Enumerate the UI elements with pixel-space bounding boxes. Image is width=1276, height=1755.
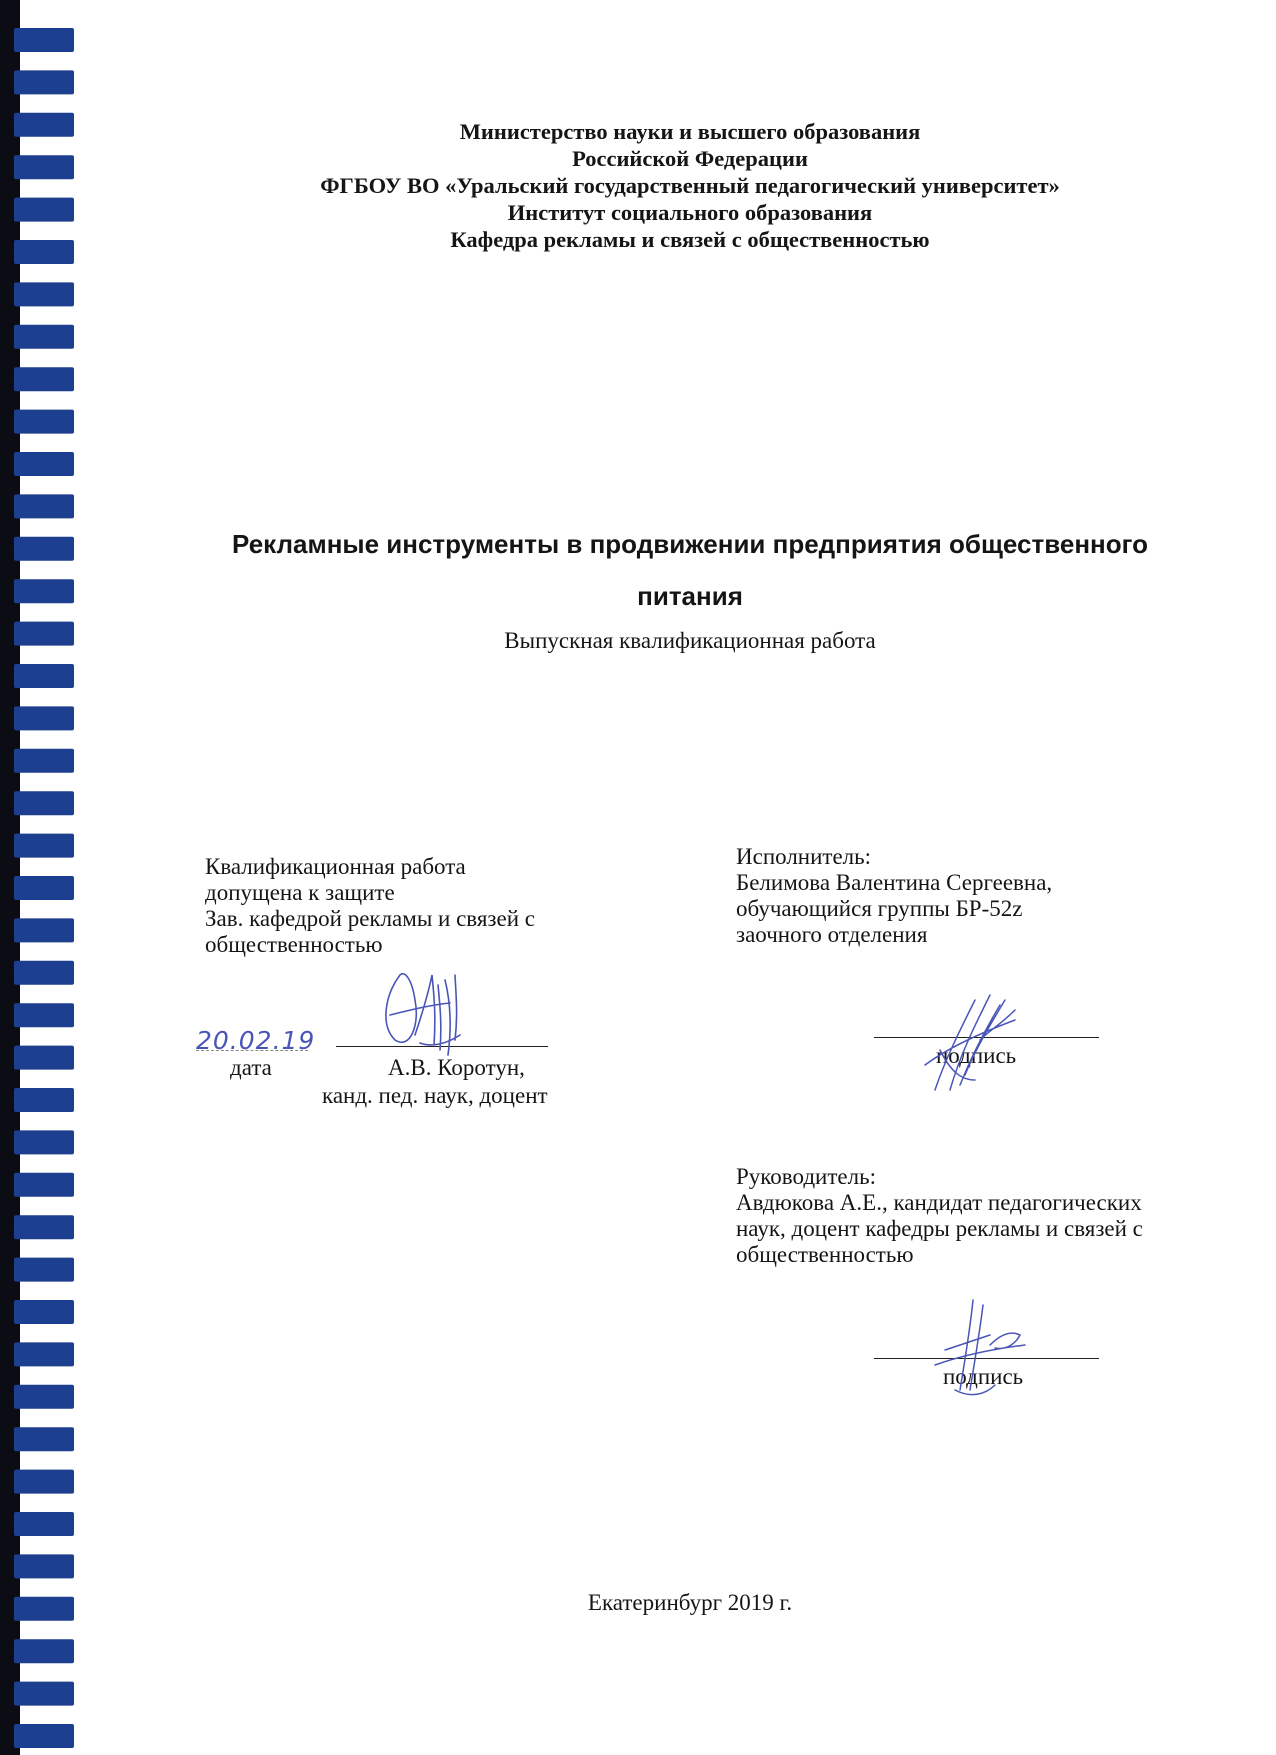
- header-country: Российской Федерации: [572, 146, 808, 171]
- performer-signature: [905, 980, 1035, 1105]
- binding-tooth: [14, 325, 74, 349]
- binding-tooth: [14, 1258, 74, 1282]
- binding-tooth: [14, 198, 74, 222]
- binding-tooth: [14, 791, 74, 815]
- binding-tooth: [14, 410, 74, 434]
- binding-tooth: [14, 113, 74, 137]
- handwritten-date: 20.02.19: [196, 1026, 316, 1055]
- supervisor-signature: [915, 1290, 1055, 1410]
- binding-tooth: [14, 1597, 74, 1621]
- approval-line-2: допущена к защите: [205, 880, 395, 905]
- supervisor-block: [736, 1164, 1143, 1268]
- binding-tooth: [14, 70, 74, 94]
- city-year: Екатеринбург 2019 г.: [587, 1590, 793, 1615]
- performer-block: [736, 844, 1052, 948]
- binding-tooth: [14, 1554, 74, 1578]
- binding-tooth: [14, 664, 74, 688]
- binding-tooth: [14, 1639, 74, 1663]
- binding-tooth: [14, 1003, 74, 1027]
- binding-tooth: [14, 1173, 74, 1197]
- binding-tooth: [14, 1682, 74, 1706]
- approval-line-3: Зав. кафедрой рекламы и связей с: [205, 906, 535, 931]
- binding-tooth: [14, 28, 74, 52]
- binding-tooth: [14, 1215, 74, 1239]
- binding-tooth: [14, 367, 74, 391]
- binding-tooth: [14, 1130, 74, 1154]
- binding-tooth: [14, 1342, 74, 1366]
- date-line: [196, 1050, 308, 1051]
- performer-heading: Исполнитель:: [736, 844, 872, 869]
- header-institute: Институт социального образования: [507, 200, 873, 225]
- head-signer-name: А.В. Коротун,: [388, 1055, 525, 1080]
- binding-tooth: [14, 579, 74, 603]
- performer-group: обучающийся группы БР-52z: [736, 896, 1023, 921]
- head-signature: [360, 955, 480, 1065]
- binding-tooth: [14, 1724, 74, 1748]
- performer-department: заочного отделения: [736, 922, 928, 947]
- head-signer-degree: канд. пед. наук, доцент: [322, 1083, 548, 1108]
- thesis-title: [150, 518, 1230, 622]
- binding-tooth: [14, 1470, 74, 1494]
- binding-tooth: [14, 537, 74, 561]
- binding-tooth: [14, 155, 74, 179]
- supervisor-line-3: общественностью: [736, 1242, 914, 1267]
- binding-tooth: [14, 1512, 74, 1536]
- binding-comb: [0, 0, 90, 1755]
- header-department: Кафедра рекламы и связей с общественностью: [450, 227, 930, 252]
- work-type: Выпускная квалификационная работа: [504, 628, 876, 653]
- performer-name: Белимова Валентина Сергеевна,: [736, 870, 1053, 895]
- binding-tooth: [14, 494, 74, 518]
- supervisor-line-2: наук, доцент кафедры рекламы и связей с: [736, 1216, 1143, 1241]
- binding-tooth: [14, 240, 74, 264]
- supervisor-heading: Руководитель:: [736, 1164, 876, 1189]
- binding-tooth: [14, 1046, 74, 1070]
- approval-line-4: общественностью: [205, 932, 383, 957]
- date-caption: дата: [230, 1055, 272, 1080]
- binding-tooth: [14, 834, 74, 858]
- binding-tooth: [14, 1300, 74, 1324]
- approval-line-1: Квалификационная работа: [205, 854, 466, 879]
- binding-tooth: [14, 876, 74, 900]
- title-line-1: Рекламные инструменты в продвижении предприятия общественного: [232, 529, 1148, 559]
- binding-tooth: [14, 1088, 74, 1112]
- binding-teeth: [0, 0, 90, 1755]
- supervisor-line-1: Авдюкова А.Е., кандидат педагогических: [736, 1190, 1142, 1215]
- binding-tooth: [14, 706, 74, 730]
- institution-header: [150, 118, 1230, 253]
- supervisor-sign-caption: подпись: [943, 1364, 1024, 1389]
- binding-tooth: [14, 282, 74, 306]
- performer-sign-caption: подпись: [936, 1043, 1017, 1068]
- binding-tooth: [14, 1427, 74, 1451]
- binding-tooth: [14, 961, 74, 985]
- binding-tooth: [14, 918, 74, 942]
- approval-block: [205, 854, 535, 958]
- title-line-2: питания: [637, 581, 743, 611]
- binding-tooth: [14, 1385, 74, 1409]
- header-university: ФГБОУ ВО «Уральский государственный педагогический университет»: [320, 173, 1060, 198]
- binding-tooth: [14, 749, 74, 773]
- binding-tooth: [14, 622, 74, 646]
- header-ministry: Министерство науки и высшего образования: [459, 119, 921, 144]
- binding-tooth: [14, 452, 74, 476]
